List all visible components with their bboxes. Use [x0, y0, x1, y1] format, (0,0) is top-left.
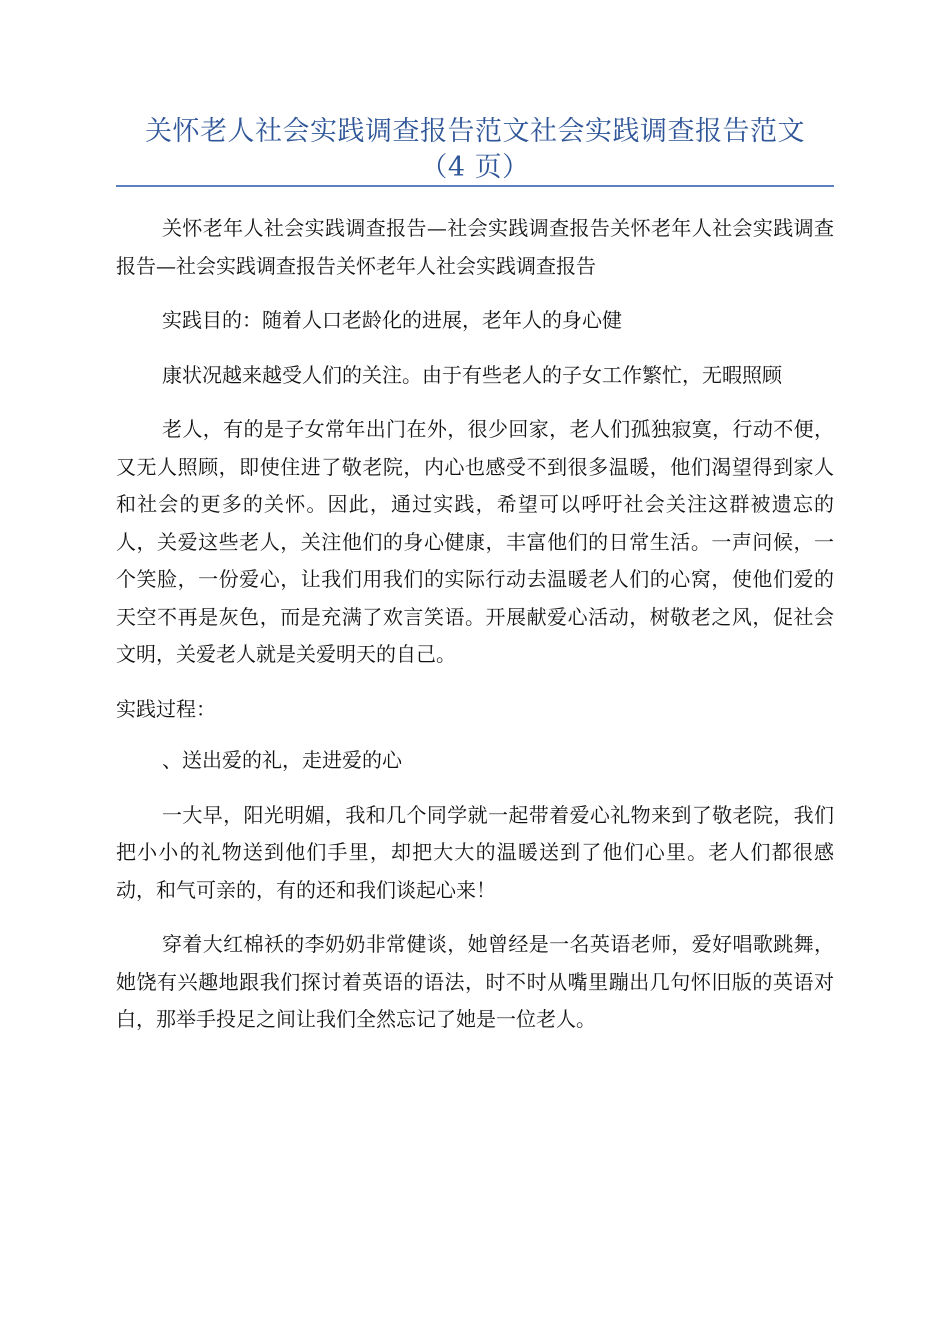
title-line-2: （4 页）	[420, 152, 530, 183]
paragraph-grandma-li: 穿着大红棉袄的李奶奶非常健谈，她曾经是一名英语老师，爱好唱歌跳舞，她饶有兴趣地跟我们探讨着英语的语法，时不时从嘴里蹦出几句怀旧版的英语对白，那举手投足之间让我们全然忘记了她是一位老人。	[116, 932, 834, 1031]
paragraph-purpose-cont: 康状况越来越受人们的关注。由于有些老人的子女工作繁忙，无暇照顾	[162, 362, 782, 387]
paragraph-purpose: 实践目的：随着人口老龄化的进展，老年人的身心健	[162, 308, 622, 332]
subheading-gift: 、送出爱的礼，走进爱的心	[162, 748, 402, 772]
section-heading-process: 实践过程：	[116, 696, 216, 721]
document-body	[116, 210, 834, 1039]
paragraph-purpose-detail: 老人，有的是子女常年出门在外，很少回家，老人们孤独寂寞，行动不便，又无人照顾，即使住进了敬老院，内心也感受不到很多温暖，他们渴望得到家人和社会的更多的关怀。因此，通过实践，希望可以呼吁社会关注这群被遗忘的人，关爱这些老人，关注他们的身心健康，丰富他们的日常生活。一声问候，一个笑脸，一份爱心，让我们用我们的实际行动去温暖老人们的心窝，使他们爱的天空不再是灰色，而是充满了欢言笑语。开展献爱心活动，树敬老之风，促社会文明，关爱老人就是关爱明天的自己。	[116, 417, 834, 666]
title-line-1: 关怀老人社会实践调查报告范文社会实践调查报告范文	[145, 116, 805, 147]
paragraph-visit: 一大早，阳光明媚，我和几个同学就一起带着爱心礼物来到了敬老院，我们把小小的礼物送到他们手里，却把大大的温暖送到了他们心里。老人们都很感动，和气可亲的，有的还和我们谈起心来！	[116, 802, 834, 902]
paragraph-intro: 关怀老年人社会实践调查报告—社会实践调查报告关怀老年人社会实践调查报告—社会实践调查报告关怀老年人社会实践调查报告	[116, 216, 834, 278]
document-title	[116, 114, 834, 186]
title-underline	[116, 185, 834, 187]
